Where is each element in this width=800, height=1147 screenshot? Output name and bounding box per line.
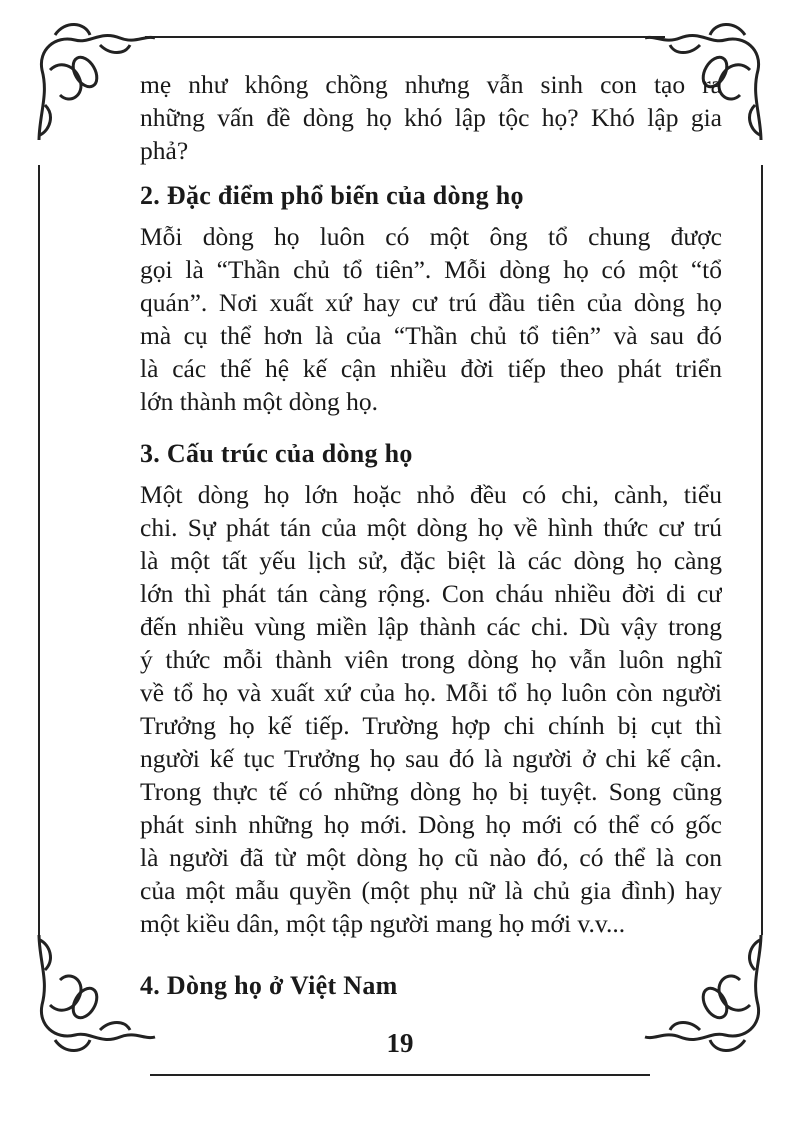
text-line: ý thức mỗi thành viên trong dòng họ vẫn luôn nghĩ — [140, 645, 722, 674]
section-4 — [140, 962, 722, 1010]
text-line: chi. Sự phát tán của một dòng họ về hình thức cư trú — [140, 513, 722, 542]
text-line: gọi là “Thần chủ tổ tiên”. Mỗi dòng họ có một “tổ — [140, 255, 722, 284]
text-line: Một dòng họ lớn hoặc nhỏ đều có chi, cành, tiểu — [140, 480, 722, 509]
text-line: là người đã từ một dòng họ cũ nào đó, có thể là con — [140, 843, 722, 872]
text-line: Trưởng họ kế tiếp. Trường hợp chi chính bị cụt thì — [140, 711, 722, 740]
text-line: về tổ họ và xuất xứ của họ. Mỗi tổ họ luôn còn người — [140, 678, 722, 707]
text-line: mà cụ thể hơn là của “Thần chủ tổ tiên” và sau đó — [140, 321, 722, 350]
text-line: những vấn đề dòng họ khó lập tộc họ? Khó lập gia — [140, 103, 722, 132]
border-left — [38, 165, 40, 935]
section-heading: 4. Dòng họ ở Việt Nam — [140, 971, 398, 1000]
section-2 — [140, 172, 722, 418]
text-line: là các thế hệ kế cận nhiều đời tiếp theo phát triển — [140, 354, 722, 383]
border-right — [761, 165, 763, 935]
text-line: đến nhiều vùng miền lập thành các chi. Dù vậy trong — [140, 612, 722, 641]
border-top — [145, 36, 665, 38]
text-line: một kiều dân, một tập người mang họ mới v.v... — [140, 909, 626, 938]
text-line: là một tất yếu lịch sử, đặc biệt là các dòng họ càng — [140, 546, 722, 575]
continued-paragraph — [140, 68, 722, 167]
text-line: phả? — [140, 136, 189, 165]
text-line: Mỗi dòng họ luôn có một ông tổ chung được — [140, 222, 722, 251]
text-line: của một mẫu quyền (một phụ nữ là chủ gia đình) hay — [140, 876, 722, 905]
section-heading: 3. Cấu trúc của dòng họ — [140, 439, 413, 468]
text-line: lớn thì phát tán càng rộng. Con cháu nhiều đời di cư — [140, 579, 722, 608]
text-line: Trong thực tế có những dòng họ bị tuyệt. Song cũng — [140, 777, 722, 806]
text-line: quán”. Nơi xuất xứ hay cư trú đầu tiên của dòng họ — [140, 288, 722, 317]
page-number: 19 — [386, 1028, 414, 1058]
text-line: lớn thành một dòng họ. — [140, 387, 379, 416]
border-bottom — [150, 1074, 650, 1076]
text-line: phát sinh những họ mới. Dòng họ mới có thể có gốc — [140, 810, 722, 839]
section-heading: 2. Đặc điểm phổ biến của dòng họ — [140, 181, 524, 210]
text-line: người kế tục Trưởng họ sau đó là người ở chi kế cận. — [140, 744, 722, 773]
text-line: mẹ như không chồng nhưng vẫn sinh con tạo ra — [140, 70, 722, 99]
section-3 — [140, 430, 722, 940]
